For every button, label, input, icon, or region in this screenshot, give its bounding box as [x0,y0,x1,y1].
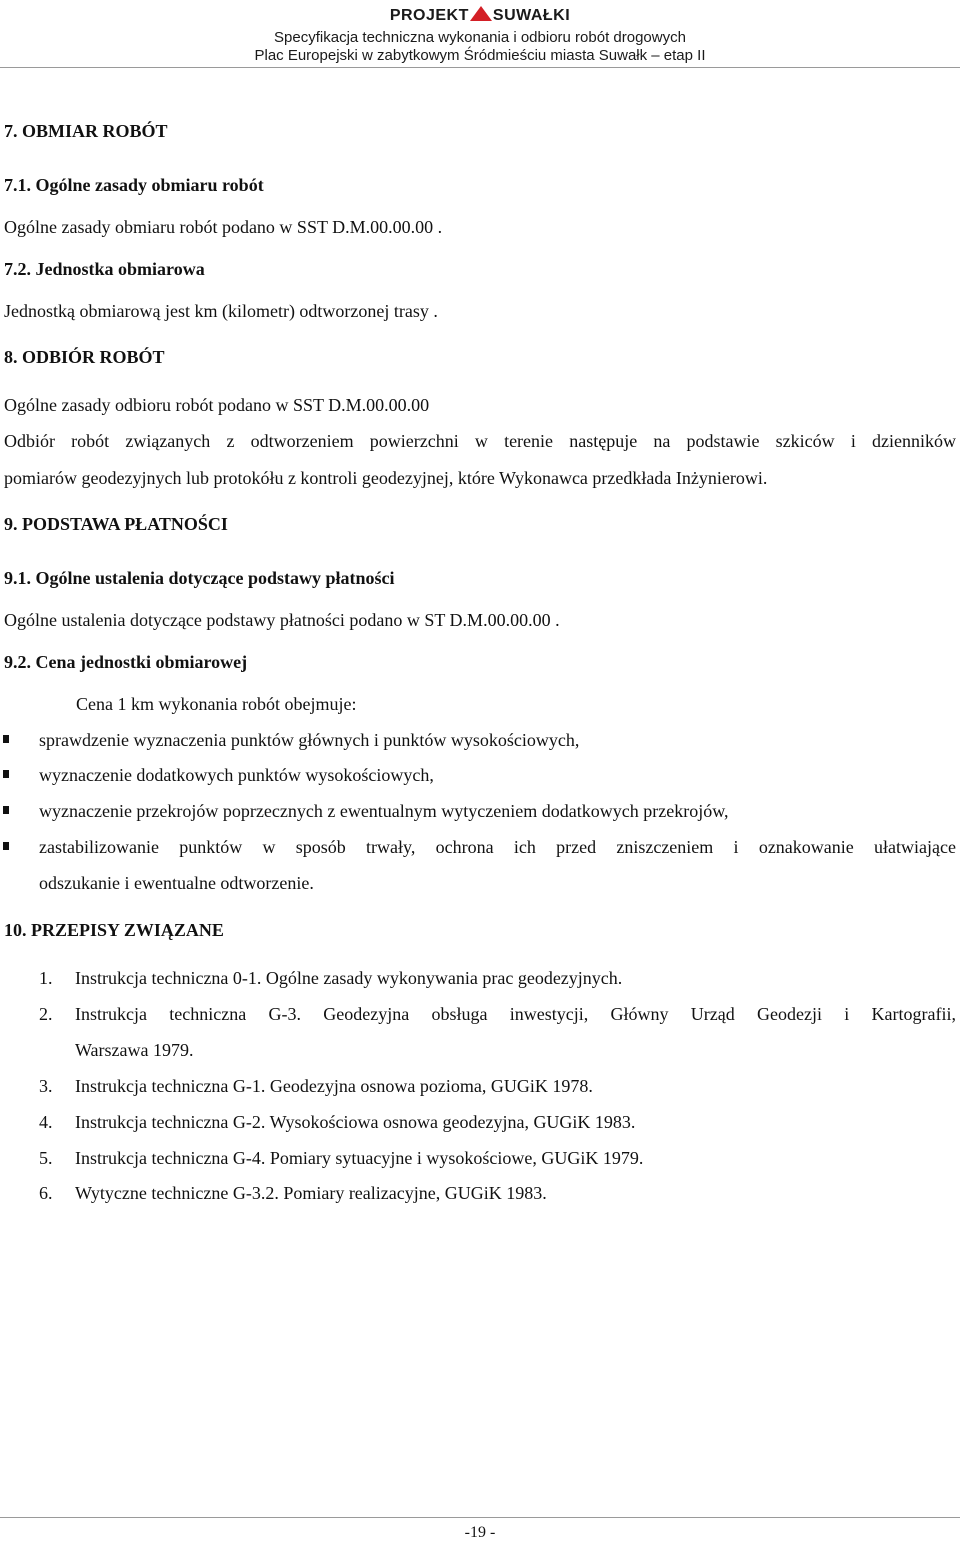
reference-number: 2. [39,1004,53,1024]
heading-9-1: 9.1. Ogólne ustalenia dotyczące podstawy płatności [4,568,395,588]
header-title-line2: Plac Europejski w zabytkowym Śródmieściu miasta Suwałk – etap II [254,47,706,64]
reference-number: 6. [39,1183,53,1203]
bullet-square-icon [3,770,9,778]
company-logo [0,6,960,25]
logo-text-right: SUWAŁKI [492,7,571,24]
bullet-square-icon [3,842,9,850]
header-title-line1: Specyfikacja techniczna wykonania i odbioru robót drogowych [274,29,686,46]
reference-text-continuation: Warszawa 1979. [75,1040,194,1060]
list-item: wyznaczenie przekrojów poprzecznych z ewentualnym wytyczeniem dodatkowych przekrojów, [39,801,729,821]
page-number: -19 - [464,1524,496,1541]
heading-10: 10. PRZEPISY ZWIĄZANE [4,920,224,940]
footer-divider [0,1517,960,1518]
reference-number: 5. [39,1148,53,1168]
list-item: sprawdzenie wyznaczenia punktów głównych i punktów wysokościowych, [39,730,580,750]
heading-9: 9. PODSTAWA PŁATNOŚCI [4,514,228,534]
list-item-continuation: odszukanie i ewentualne odtworzenie. [39,873,314,893]
bullet-square-icon [3,806,9,814]
list-item: zastabilizowanie punktów w sposób trwały, ochrona ich przed zniszczeniem i oznakowanie ułatwiające [39,837,956,857]
paragraph-7-1: Ogólne zasady obmiaru robót podano w SST D.M.00.00.00 . [4,217,443,237]
paragraph-7-2: Jednostką obmiarową jest km (kilometr) odtworzonej trasy . [4,301,438,321]
reference-text: Instrukcja techniczna G-3. Geodezyjna obsługa inwestycji, Główny Urząd Geodezji i Kartografii, [75,1004,956,1024]
reference-text: Instrukcja techniczna 0-1. Ogólne zasady wykonywania prac geodezyjnych. [75,968,623,988]
header-divider [0,67,960,68]
paragraph-8-b-line2: pomiarów geodezyjnych lub protokółu z kontroli geodezyjnej, które Wykonawca przedkłada Inżynierowi. [4,468,768,488]
heading-7: 7. OBMIAR ROBÓT [4,121,168,141]
heading-8: 8. ODBIÓR ROBÓT [4,347,165,367]
page-header [0,0,960,67]
reference-number: 4. [39,1112,53,1132]
reference-text: Instrukcja techniczna G-2. Wysokościowa osnowa geodezyjna, GUGiK 1983. [75,1112,636,1132]
reference-number: 1. [39,968,53,988]
logo-text-left: PROJEKT [389,7,469,24]
reference-text: Instrukcja techniczna G-4. Pomiary sytuacyjne i wysokościowe, GUGiK 1979. [75,1148,644,1168]
list-item: wyznaczenie dodatkowych punktów wysokościowych, [39,765,434,785]
paragraph-9-1: Ogólne ustalenia dotyczące podstawy płatności podano w ST D.M.00.00.00 . [4,610,560,630]
paragraph-8-a: Ogólne zasady odbioru robót podano w SST D.M.00.00.00 [4,395,430,415]
heading-7-2: 7.2. Jednostka obmiarowa [4,259,205,279]
paragraph-8-b-line1: Odbiór robót związanych z odtworzeniem powierzchni w terenie następuje na podstawie szkiców i dzienników [4,431,956,451]
reference-number: 3. [39,1076,53,1096]
paragraph-9-2-intro: Cena 1 km wykonania robót obejmuje: [76,694,357,714]
heading-7-1: 7.1. Ogólne zasady obmiaru robót [4,175,264,195]
reference-text: Instrukcja techniczna G-1. Geodezyjna osnowa pozioma, GUGiK 1978. [75,1076,593,1096]
bullet-square-icon [3,735,9,743]
heading-9-2: 9.2. Cena jednostki obmiarowej [4,652,248,672]
logo-triangle-icon [470,6,492,21]
reference-text: Wytyczne techniczne G-3.2. Pomiary realizacyjne, GUGiK 1983. [75,1183,547,1203]
